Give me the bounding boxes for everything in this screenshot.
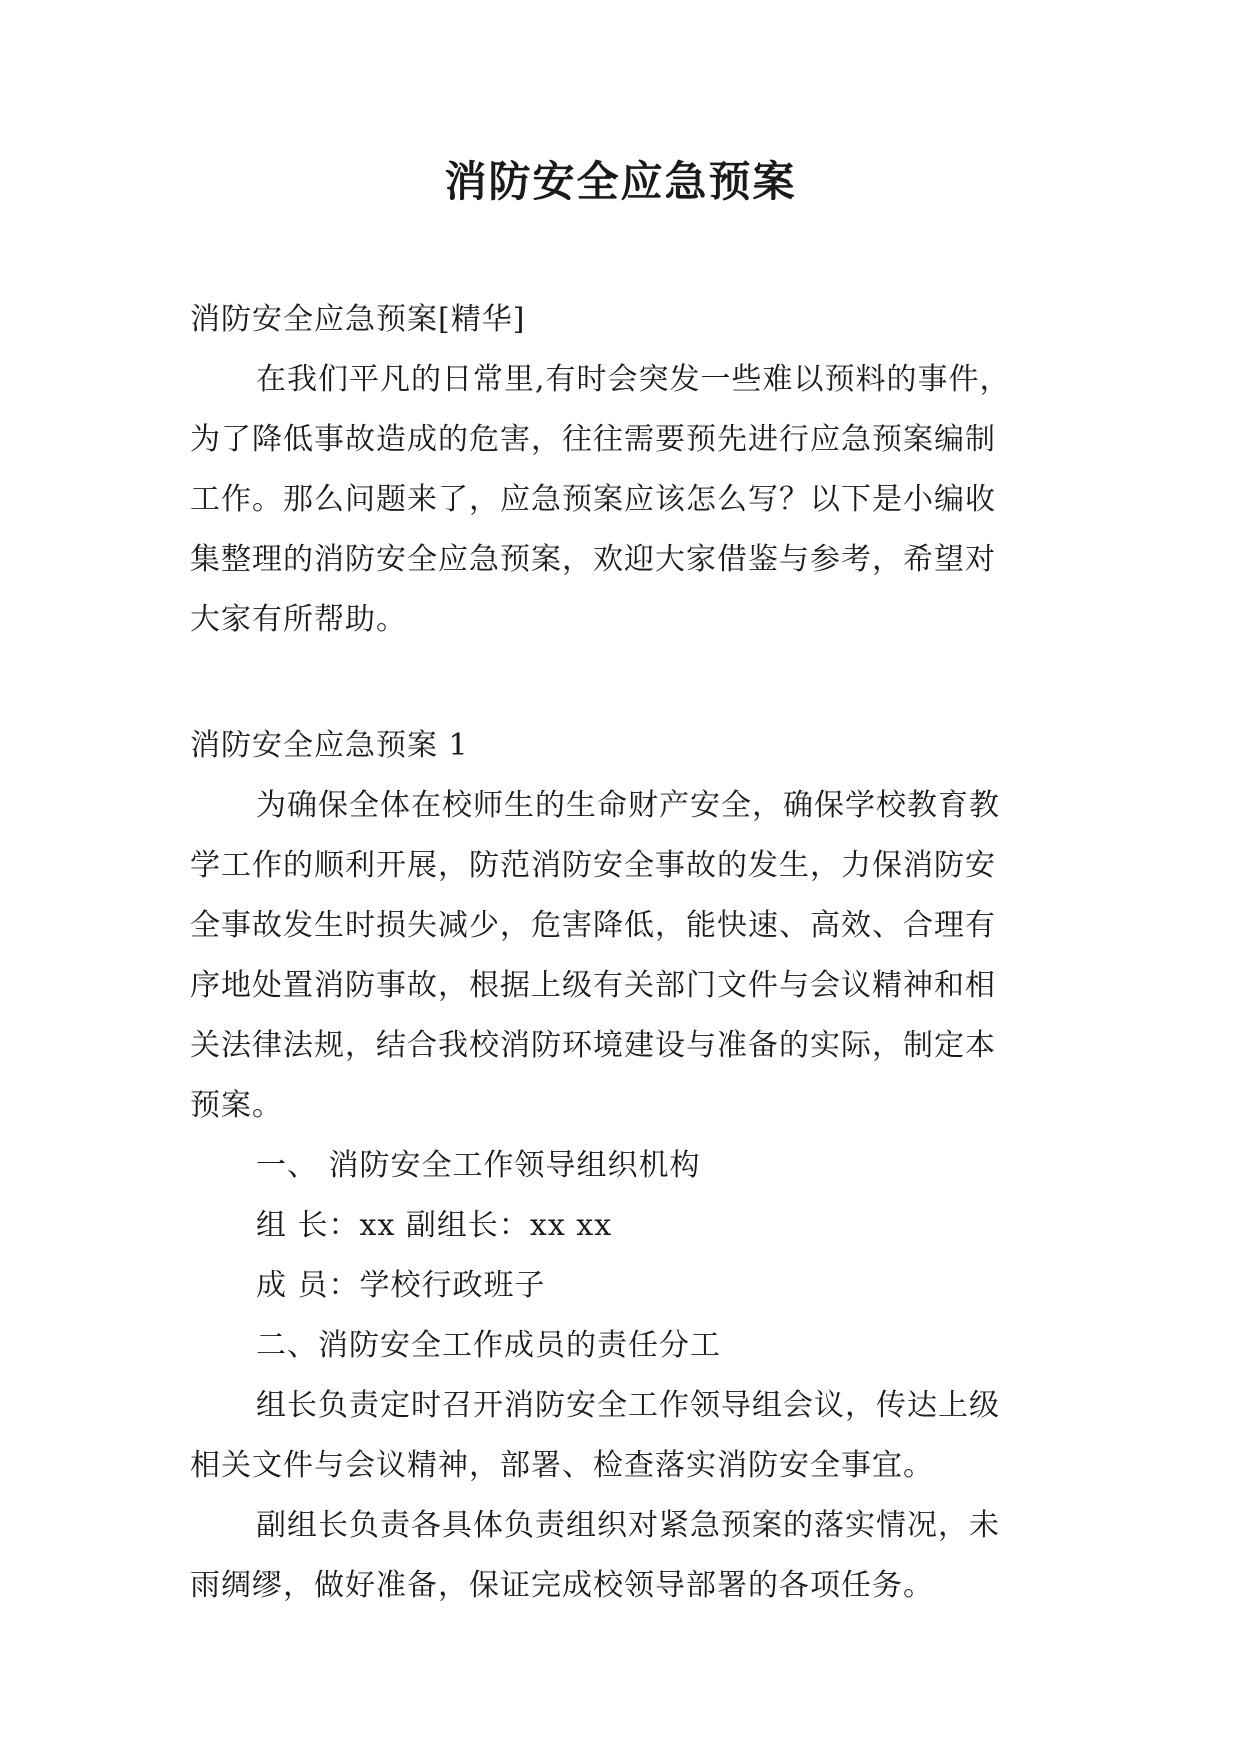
paragraph-line: 学工作的顺利开展，防范消防安全事故的发生，力保消防安 [190, 848, 996, 883]
paragraph-line: 关法律法规，结合我校消防环境建设与准备的实际，制定本 [190, 1028, 996, 1063]
paragraph-line: 相关文件与会议精神，部署、检查落实消防安全事宜。 [190, 1448, 934, 1483]
list-heading: 一、 消防安全工作领导组织机构 [256, 1148, 701, 1183]
paragraph-line: 全事故发生时损失减少，危害降低，能快速、高效、合理有 [190, 908, 996, 943]
intro-line: 为了降低事故造成的危害，往往需要预先进行应急预案编制 [190, 422, 996, 457]
paragraph-line: 为确保全体在校师生的生命财产安全，确保学校教育教 [256, 788, 1000, 823]
section-paragraph [190, 776, 1052, 1136]
leader-line: 组 长：xx 副组长：xx xx [256, 1208, 613, 1243]
paragraph-line: 预案。 [190, 1088, 283, 1123]
paragraph-line: 雨绸缪，做好准备，保证完成校领导部署的各项任务。 [190, 1568, 934, 1603]
paragraph-spacer [190, 650, 1052, 716]
document-body [190, 290, 1052, 1616]
intro-line: 工作。那么问题来了，应急预案应该怎么写？以下是小编收 [190, 482, 996, 517]
list-heading: 二、消防安全工作成员的责任分工 [256, 1328, 721, 1363]
member-line: 成 员：学校行政班子 [256, 1268, 546, 1303]
vice-duty-paragraph [190, 1496, 1052, 1616]
intro-paragraph [190, 350, 1052, 650]
paragraph-line: 序地处置消防事故，根据上级有关部门文件与会议精神和相 [190, 968, 996, 1003]
document-title: 消防安全应急预案 [444, 157, 797, 206]
leader-duty-paragraph [190, 1376, 1052, 1496]
paragraph-line: 组长负责定时召开消防安全工作领导组会议，传达上级 [256, 1388, 1000, 1423]
paragraph-line: 副组长负责各具体负责组织对紧急预案的落实情况，未 [256, 1508, 1000, 1543]
subtitle: 消防安全应急预案[精华] [190, 302, 526, 337]
intro-line: 大家有所帮助。 [190, 602, 407, 637]
intro-line: 集整理的消防安全应急预案，欢迎大家借鉴与参考，希望对 [190, 542, 996, 577]
section-heading: 消防安全应急预案 1 [190, 728, 469, 763]
intro-line: 在我们平凡的日常里,有时会突发一些难以预料的事件， [256, 362, 1011, 397]
